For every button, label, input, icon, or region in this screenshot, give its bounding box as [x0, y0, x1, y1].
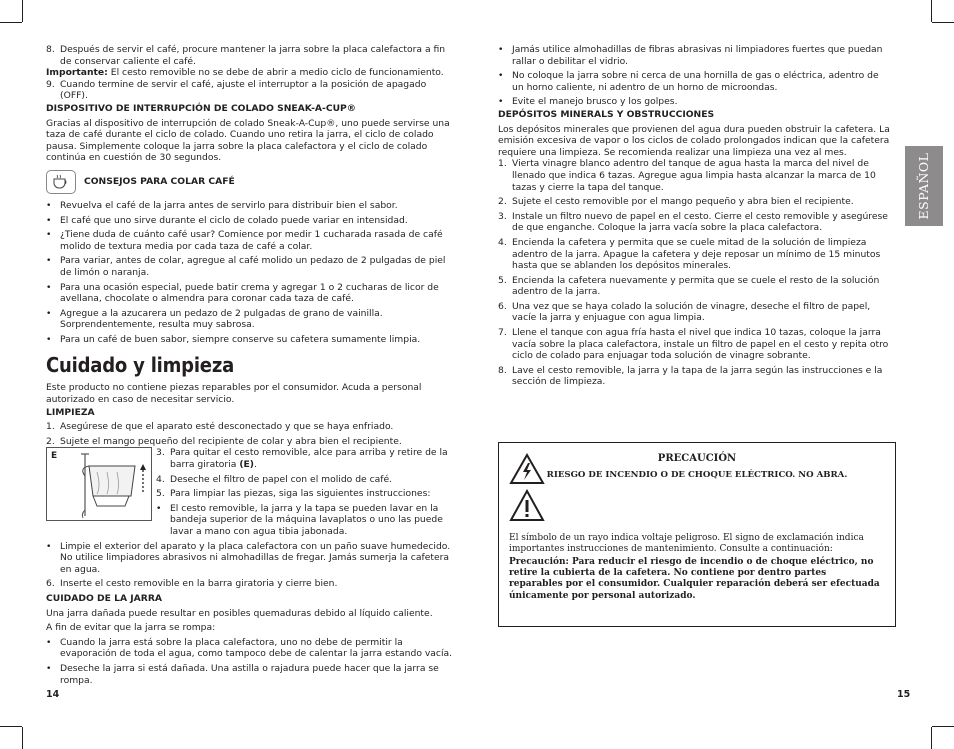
language-tab-label: ESPAÑOL	[916, 152, 932, 220]
crop-mark	[931, 0, 932, 22]
crop-mark	[22, 727, 23, 749]
care-title: Cuidado y limpieza	[46, 353, 235, 378]
figure-label: E	[51, 451, 58, 462]
figure-e	[46, 447, 152, 521]
mineral-step: 3. Instale un filtro nuevo de papel en el cesto. Cierre el cesto removible y asegúrese de que enganche. Coloque la jarra vacía sobre la placa calefactora.	[498, 210, 888, 234]
crop-mark	[932, 22, 954, 23]
carafe-text: A fin de evitar que la jarra se rompa:	[46, 622, 216, 634]
crop-mark	[931, 727, 932, 749]
sneak-a-cup-heading: DISPOSITIVO DE INTERRUPCIÓN DE COLADO SNEAK-A-CUP®	[46, 102, 356, 114]
filter-basket-illustration	[47, 448, 151, 520]
caution-box	[498, 442, 896, 627]
cleaning-heading: LIMPIEZA	[46, 406, 95, 418]
tips-heading: CONSEJOS PARA COLAR CAFÉ	[84, 176, 235, 188]
important-note: Importante: El cesto removible no se debe de abrir a medio ciclo de funcionamiento.	[46, 67, 444, 79]
mineral-step: 5. Encienda la cafetera nuevamente y permita que se cuele el resto de la solución adentro de la jarra.	[498, 274, 880, 298]
clean-step-6: 6. Inserte el cesto removible en la barra giratoria y cierre bien.	[46, 578, 338, 590]
brew-step-9: 9. Cuando termine de servir el café, ajuste el interruptor a la posición de apagado (OFF).	[46, 78, 427, 102]
clean-steps-with-figure	[46, 447, 456, 537]
left-page-column	[46, 44, 456, 686]
mineral-step: 1. Vierta vinagre blanco adentro del tanque de agua hasta la marca del nivel de llenado que indica 6 tazas. Agregue agua limpia hasta alcanzar la marca de 10 tazas y cierre la tapa del tanque.	[498, 158, 876, 193]
clean-step-2: 2. Sujete el mango pequeño del recipiente de colar y abra bien el recipiente.	[46, 435, 402, 447]
mineral-step: 7. Llene el tanque con agua fría hasta el nivel que indica 10 tazas, coloque la jarra vacía sobre la placa calefactora, instale un filtro de papel en el cesto y repita otro ciclo de colado para enjuagar toda solución de vinagre sobrante.	[498, 327, 889, 362]
crop-mark	[0, 22, 22, 23]
brew-step-8: 8. Después de servir el café, procure mantener la jarra sobre la placa calefactora a fin de conservar caliente el café.	[46, 44, 446, 67]
list-item: • Agregue a la azucarera un pedazo de 2 pulgadas de grano de vainilla. Sorprendentemente, resulta muy sabrosa.	[46, 307, 383, 331]
list-item: • Jamás utilice almohadillas de fibras abrasivas ni limpiadores fuertes que puedan rallar o debilitar el vidrio.	[498, 44, 883, 67]
clean-step-5: 5. Para limpiar las piezas, siga las siguientes instrucciones:	[156, 488, 431, 500]
figure-side-steps	[156, 447, 456, 537]
list-item: • Para un café de buen sabor, siempre conserve su cafetera sumamente limpia.	[46, 333, 421, 345]
list-item: • Revuelva el café de la jarra antes de servirlo para distribuir bien el sabor.	[46, 199, 398, 211]
list-item: • Para una ocasión especial, puede batir crema y agregar 1 o 2 cucharas de licor de avellana, chocolate o almendra para coronar cada taza de café.	[46, 281, 439, 305]
mineral-heading: DEPÓSITOS MINERALS Y OBSTRUCCIONES	[498, 108, 715, 120]
clean-step-4: 4. Deseche el filtro de papel con el molido de café.	[156, 473, 393, 485]
clean-step-3: 3. Para quitar el cesto removible, alce para arriba y retire de la barra giratoria (E).	[156, 447, 448, 471]
list-item: • Para variar, antes de colar, agregue al café molido un pedazo de 2 pulgadas de piel de limón o naranja.	[46, 255, 446, 278]
carafe-heading: CUIDADO DE LA JARRA	[46, 592, 163, 604]
lightning-warning-icon	[509, 453, 545, 485]
caution-subtitle: RIESGO DE INCENDIO O DE CHOQUE ELÉCTRICO. NO ABRA.	[546, 470, 848, 480]
list-item: • No coloque la jarra sobre ni cerca de una hornilla de gas o eléctrica, adentro de un horno caliente, ni adentro de un horno de microondas.	[498, 70, 879, 93]
list-item: • El café que uno sirve durante el ciclo de colado puede variar en intensidad.	[46, 214, 408, 226]
coffee-cup-icon	[46, 170, 76, 194]
caution-warning-text: Precaución: Para reducir el riesgo de incendio o de choque eléctrico, no retire la cubierta de la cafetera. No contiene por dentro partes reparables por el consumidor. Cualquier reparación deberá ser efectuada únicamente por personal autorizado.	[509, 557, 880, 601]
list-item: • El cesto removible, la jarra y la tapa se pueden lavar en la bandeja superior de la máquina lavaplatos o uno las puede lavar a mano con agua tibia jabonada.	[156, 502, 443, 537]
exclamation-warning-icon	[509, 489, 545, 523]
clean-step-1: 1. Asegúrese de que el aparato esté desconectado y que se haya enfriado.	[46, 421, 394, 433]
mineral-step: 4. Encienda la cafetera y permita que se cuele mitad de la solución de limpieza adentro de la jarra. Apague la cafetera y deje reposar un mínimo de 15 minutos hasta que se ablanden los depósitos minerales.	[498, 236, 881, 272]
list-item: • Deseche la jarra si está dañada. Una astilla o rajadura puede hacer que la jarra se rompa.	[46, 662, 439, 686]
carafe-text: Una jarra dañada puede resultar en posibles quemaduras debido al líquido caliente.	[46, 607, 433, 619]
crop-mark	[22, 0, 23, 22]
crop-mark	[932, 726, 954, 727]
list-item: • ¿Tiene duda de cuánto café usar? Comience por medir 1 cucharada rasada de café molido de textura media por cada taza de café a colar.	[46, 229, 443, 252]
right-page-column	[498, 44, 893, 388]
tips-list	[46, 200, 456, 346]
page-number-left: 14	[46, 689, 60, 700]
language-tab	[905, 146, 943, 226]
mineral-step: 2. Sujete el cesto removible por el mango pequeño y abra bien el recipiente.	[498, 196, 854, 208]
list-item: • Limpie el exterior del aparato y la placa calefactora con un paño suave humedecido. No utilice limpiadores abrasivos ni almohadillas de fregar. Jamás sumerja la cafetera en agua.	[46, 540, 451, 575]
caution-title: PRECAUCIÓN	[657, 453, 737, 464]
list-item: • Evite el manejo brusco y los golpes.	[498, 96, 678, 108]
tips-heading-row	[46, 170, 456, 194]
mineral-step: 6. Una vez que se haya colado la solución de vinagre, deseche el filtro de papel, vacíe la jarra y enjuague con agua limpia.	[498, 300, 871, 324]
list-item: • Cuando la jarra está sobre la placa calefactora, uno no debe de permitir la evaporación de toda el agua, como tampoco debe de calentar la jarra estando vacía.	[46, 636, 453, 660]
symbols-explanation: El símbolo de un rayo indica voltaje peligroso. El signo de exclamación indica importantes instrucciones de mantenimiento. Consulte a continuación:	[509, 533, 864, 555]
page-number-right: 15	[897, 689, 911, 700]
mineral-intro: Los depósitos minerales que provienen del agua dura pueden obstruir la cafetera. La emisión excesiva de vapor o los ciclos de colado prolongados indican que la cafetera requiere una limpieza. Se recomienda realizar una limpieza una vez al mes.	[498, 123, 890, 158]
sneak-a-cup-text: Gracias al dispositivo de interrupción de colado Sneak-A-Cup®, uno puede servirse una taza de café durante el ciclo de colado. Cuando uno retira la jarra, el ciclo de colado pausa. Simplemente coloque la jarra sobre la placa calefactora y el ciclo de colado continúa en cuestión de 30 segundos.	[46, 117, 450, 164]
care-intro: Este producto no contiene piezas reparables por el consumidor. Acuda a personal autorizado en caso de necesitar servicio.	[46, 382, 422, 406]
crop-mark	[0, 726, 22, 727]
mineral-step: 8. Lave el cesto removible, la jarra y la tapa de la jarra según las instrucciones e la sección de limpieza.	[498, 364, 883, 388]
